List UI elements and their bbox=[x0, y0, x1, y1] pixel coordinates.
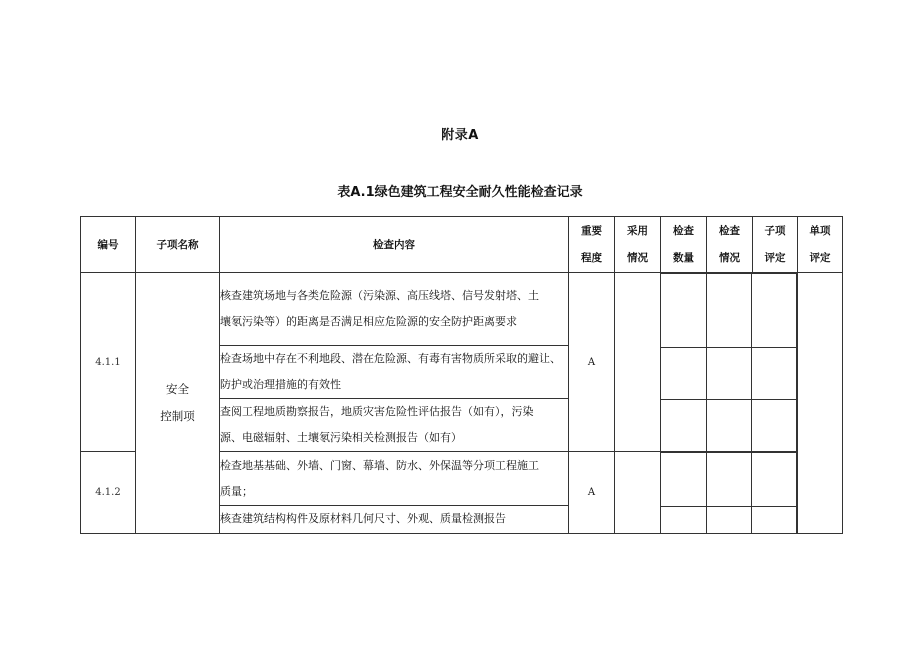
header-sub-eval-l2: 评定 bbox=[764, 251, 786, 264]
sub-eval-cell bbox=[752, 274, 797, 348]
header-number: 编号 bbox=[81, 217, 136, 273]
header-importance-l2: 程度 bbox=[581, 251, 602, 264]
header-status-l2: 情况 bbox=[719, 251, 740, 264]
header-importance bbox=[569, 217, 615, 273]
header-quantity-l2: 数量 bbox=[673, 251, 694, 264]
content-line: 核查建筑结构构件及原材料几何尺寸、外观、质量检测报告 bbox=[220, 512, 506, 526]
header-single-eval bbox=[798, 217, 843, 273]
header-content: 检查内容 bbox=[220, 217, 569, 273]
table-caption: 表A.1绿色建筑工程安全耐久性能检查记录 bbox=[337, 185, 583, 200]
check-content bbox=[220, 346, 569, 399]
table-row bbox=[81, 273, 843, 346]
quantity-cell bbox=[661, 399, 706, 451]
sub-eval-cell bbox=[752, 348, 797, 400]
quantity-cell bbox=[661, 453, 706, 507]
quantity-cell bbox=[661, 507, 706, 533]
content-line: 防护或治理措施的有效性 bbox=[220, 378, 341, 391]
status-cell bbox=[706, 274, 751, 348]
group-number: 4.1.2 bbox=[81, 452, 136, 534]
header-single-eval-l1: 单项 bbox=[809, 224, 831, 237]
group-number: 4.1.1 bbox=[81, 273, 136, 452]
status-cell bbox=[706, 348, 751, 400]
item-name-l2: 控制项 bbox=[160, 408, 195, 423]
header-adopted-l2: 情况 bbox=[627, 251, 648, 264]
content-line: 质量； bbox=[220, 484, 253, 498]
content-line: 壤氡污染等）的距离是否满足相应危险源的安全防护距离要求 bbox=[220, 315, 517, 328]
check-content bbox=[220, 273, 569, 346]
quantity-cell bbox=[661, 348, 706, 400]
status-cell bbox=[706, 453, 751, 507]
check-content bbox=[220, 452, 569, 506]
header-single-eval-l2: 评定 bbox=[809, 251, 831, 264]
header-adopted-l1: 采用 bbox=[627, 224, 648, 237]
sub-eval-cell bbox=[752, 453, 797, 507]
adopted-cell bbox=[615, 273, 661, 452]
item-name-cell bbox=[136, 273, 220, 534]
sub-eval-cell bbox=[752, 507, 797, 533]
check-grid bbox=[661, 273, 798, 452]
appendix-title: 附录A bbox=[441, 128, 479, 143]
content-line: 检查地基基础、外墙、门窗、幕墙、防水、外保温等分项工程施工 bbox=[220, 458, 539, 472]
content-line: 检查场地中存在不利地段、潜在危险源、有毒有害物质所采取的避让、 bbox=[220, 352, 561, 365]
single-eval-cell bbox=[798, 273, 843, 534]
header-status bbox=[707, 217, 753, 273]
header-importance-l1: 重要 bbox=[581, 224, 602, 237]
importance-cell: A bbox=[569, 273, 615, 452]
header-adopted bbox=[615, 217, 661, 273]
importance-cell: A bbox=[569, 452, 615, 534]
check-content bbox=[220, 399, 569, 452]
item-name-l1: 安全 bbox=[166, 381, 189, 396]
adopted-cell bbox=[615, 452, 661, 534]
sub-eval-cell bbox=[752, 399, 797, 451]
header-item-name: 子项名称 bbox=[136, 217, 220, 273]
header-quantity-l1: 检查 bbox=[673, 224, 694, 237]
header-status-l1: 检查 bbox=[719, 224, 740, 237]
inspection-record-table bbox=[80, 216, 843, 534]
status-cell bbox=[706, 507, 751, 533]
check-content bbox=[220, 506, 569, 533]
check-grid bbox=[661, 452, 798, 534]
content-line: 源、电磁辐射、土壤氡污染相关检测报告（如有） bbox=[220, 431, 462, 444]
content-line: 查阅工程地质勘察报告，地质灾害危险性评估报告（如有），污染 bbox=[220, 405, 534, 418]
header-quantity bbox=[661, 217, 707, 273]
header-row bbox=[81, 217, 843, 273]
content-line: 核查建筑场地与各类危险源（污染源、高压线塔、信号发射塔、土 bbox=[220, 289, 539, 302]
status-cell bbox=[706, 399, 751, 451]
check-grid-inner bbox=[661, 273, 797, 451]
header-sub-eval-l1: 子项 bbox=[764, 224, 786, 237]
header-sub-eval bbox=[753, 217, 798, 273]
quantity-cell bbox=[661, 274, 706, 348]
check-grid-inner bbox=[661, 452, 797, 533]
